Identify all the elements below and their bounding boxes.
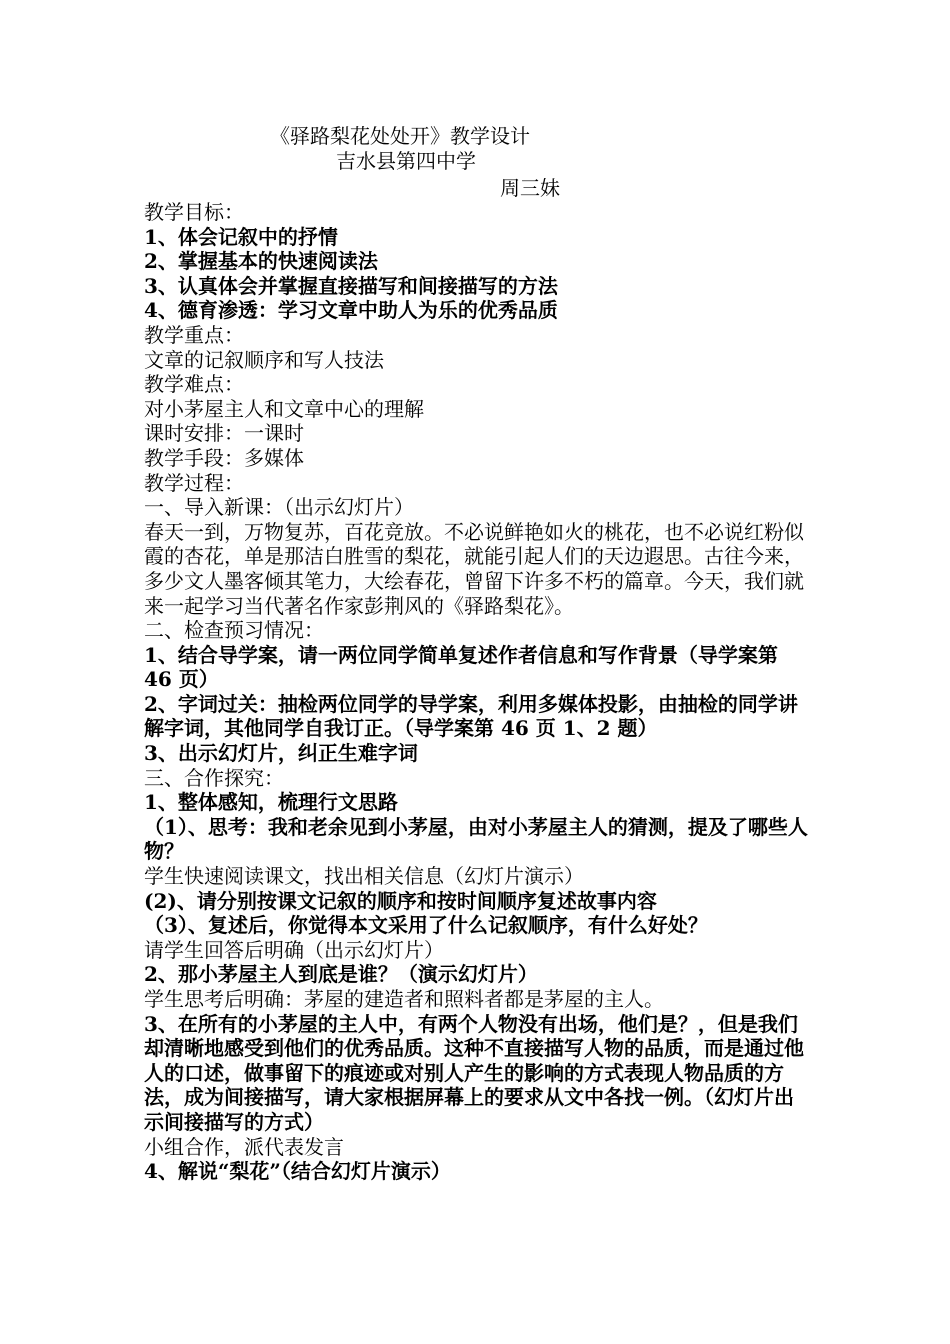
class-hours: 课时安排：一课时 — [144, 421, 304, 446]
preview-item: 1、结合导学案，请一两位同学简单复述作者信息和写作背景（导学案第 46 页） — [144, 642, 778, 692]
inquiry-subitem: (2)、请分别按课文记叙的顺序和按时间顺序复述故事内容 — [144, 888, 657, 913]
objective-item: 2、掌握基本的快速阅读法 — [144, 249, 378, 274]
heading-process: 教学过程： — [144, 470, 244, 495]
intro-paragraph: 春天一到，万物复苏，百花竞放。不必说鲜艳如火的桃花，也不必说红粉似霞的杏花，单是那洁白胜雪的梨花，就能引起人们的天边遐思。古往今来，多少文人墨客倾其笔力，大绘春花，曾留下许多不朽的篇章。今天，我们就来一起学习当代著名作家彭荆风的《驿路梨花》。 — [144, 519, 804, 618]
inquiry-subitem: （3）、复述后，你觉得本文采用了什么记叙顺序，有什么好处？ — [144, 913, 708, 938]
objective-item: 3、认真体会并掌握直接描写和间接描写的方法 — [144, 273, 558, 298]
inquiry-item: 2、那小茅屋主人到底是谁？（演示幻灯片） — [144, 962, 538, 987]
heading-objectives: 教学目标： — [144, 200, 244, 224]
inquiry-item: 3、在所有的小茅屋的主人中，有两个人物没有出场，他们是？，但是我们却清晰地感受到他们的优秀品质。这种不直接描写人物的品质，而是通过他人的口述，做事留下的痕迹或对别人产生的影响的方式表现人物品质的方法，成为间接描写，请大家根据屏幕上的要求从文中各找一例。（幻灯片出示间接描写的方式） — [144, 1011, 804, 1134]
author-name: 周三妹 — [500, 176, 560, 200]
preview-item: 2、字词过关：抽检两位同学的导学案，利用多媒体投影，由抽检的同学讲解字词，其他同学自我订正。（导学案第 46 页 1、2 题） — [144, 691, 798, 741]
document-title: 《驿路梨花处处开》教学设计 — [270, 124, 530, 148]
inquiry-subitem: （1）、思考：我和老余见到小茅屋，由对小茅屋主人的猜测，提及了哪些人物？ — [144, 814, 808, 864]
inquiry-note: 请学生回答后明确（出示幻灯片） — [144, 937, 444, 962]
preview-item: 3、出示幻灯片，纠正生难字词 — [144, 741, 418, 766]
inquiry-item: 4、解说“梨花”（结合幻灯片演示） — [144, 1159, 451, 1184]
document-body — [144, 200, 808, 1184]
objective-item: 1、体会记叙中的抒情 — [144, 224, 338, 249]
school-name: 吉水县第四中学 — [336, 149, 476, 173]
key-points-text: 文章的记叙顺序和写人技法 — [144, 347, 384, 372]
section-intro-heading: 一、导入新课：（出示幻灯片） — [144, 495, 414, 520]
objective-item: 4、德育渗透：学习文章中助人为乐的优秀品质 — [144, 298, 558, 323]
inquiry-note: 小组合作，派代表发言 — [144, 1134, 344, 1159]
section-inquiry-heading: 三、合作探究： — [144, 765, 284, 790]
inquiry-note: 学生快速阅读课文，找出相关信息（幻灯片演示） — [144, 864, 584, 889]
section-preview-heading: 二、检查预习情况： — [144, 618, 324, 643]
difficulties-text: 对小茅屋主人和文章中心的理解 — [144, 396, 424, 421]
teaching-means: 教学手段：多媒体 — [144, 445, 304, 470]
inquiry-note: 学生思考后明确：茅屋的建造者和照料者都是茅屋的主人。 — [144, 987, 664, 1011]
heading-key-points: 教学重点： — [144, 322, 244, 347]
heading-difficulties: 教学难点： — [144, 372, 244, 397]
inquiry-item: 1、整体感知，梳理行文思路 — [144, 790, 398, 815]
